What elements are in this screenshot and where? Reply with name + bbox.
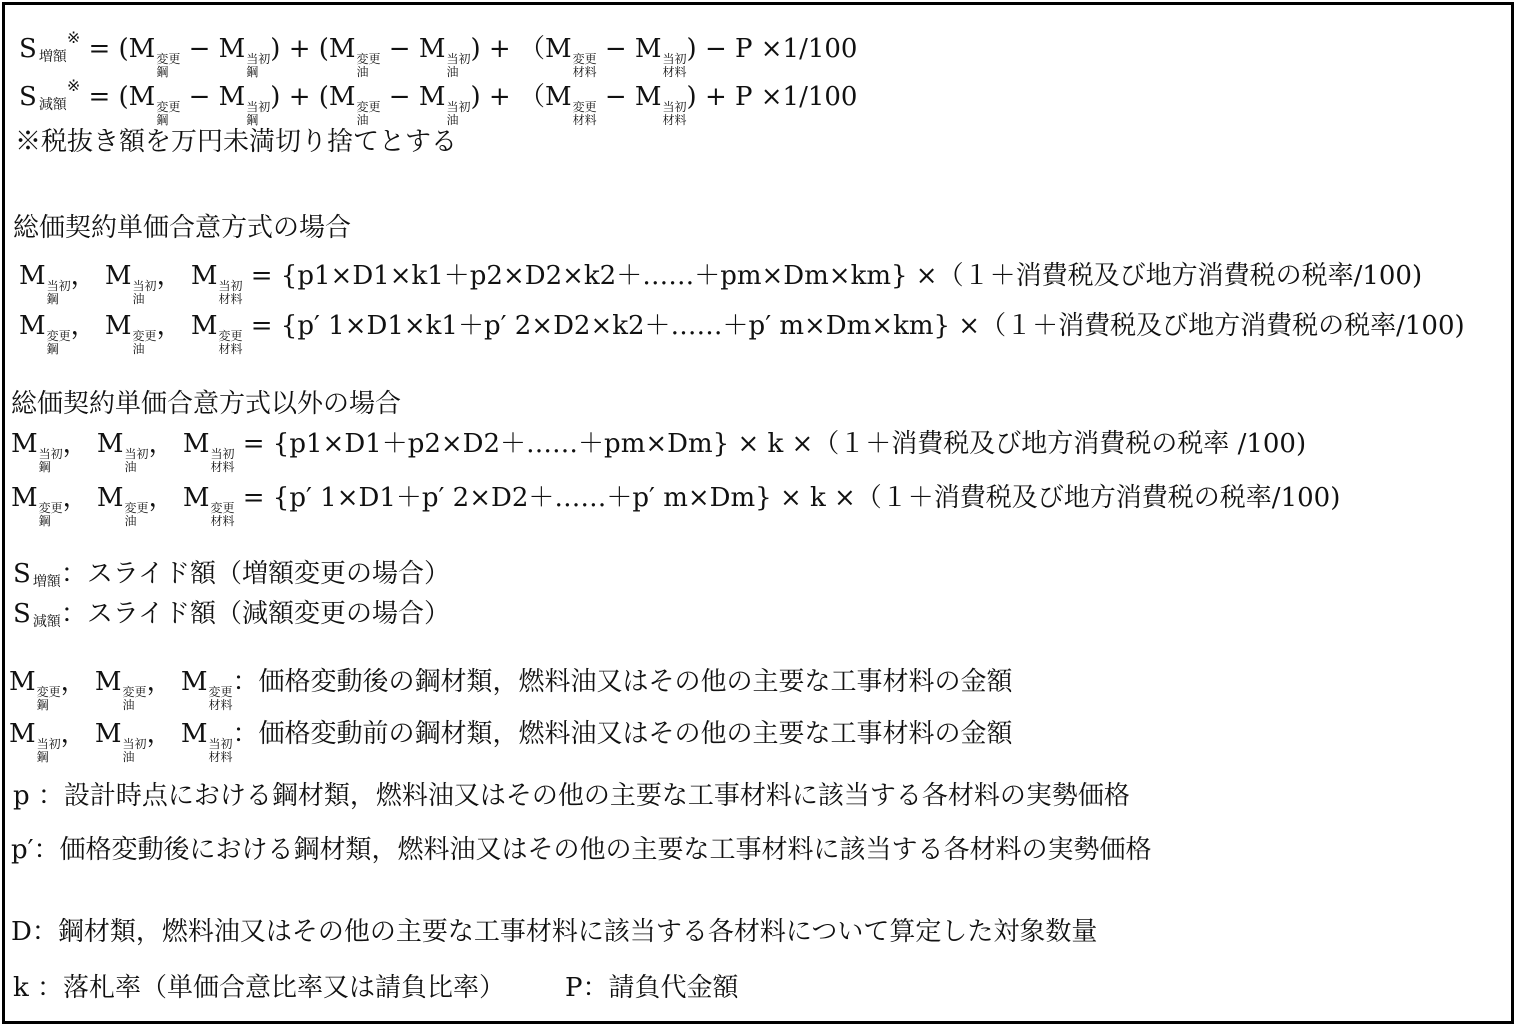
expr-part: − M [596,82,662,112]
expr-part: = (M [80,34,156,64]
s-index: 増額 [38,49,67,65]
m-sub: 当初 油 [122,737,147,764]
expr-part: − M [380,34,446,64]
other-heading: 総価契約単価合意方式以外の場合 [11,389,402,419]
m-sub: 当初 鋼 [38,447,63,474]
m-sub: 当初 材料 [662,52,687,79]
expr-part: − M [180,34,246,64]
m-sub: 当初 材料 [210,447,235,474]
m-sub: 変更 油 [356,100,381,127]
def-m-initial: M 当初 鋼 ， M 当初 油 ， M 当初 材料 ：価格変動前の鋼材類，燃料油又はその他の主要な工事材料の金額 [9,719,1013,764]
note-mark: ※ [66,76,81,95]
expr-part: ) + （M [470,82,572,112]
lump-sum-initial-formula: M 当初 鋼 ， M 当初 油 ， M 当初 材料 = {p1×D1×k1＋p2×D2×k2＋……＋pm×Dm×km} ×（１＋消費税及び地方消費税の税率/100) [19,261,1423,306]
def-s-increase: S増額：スライド額（増額変更の場合） [13,559,451,590]
other-changed-formula: M 変更 鋼 ， M 変更 油 ， M 変更 材料 = {p′ 1×D1＋p′ 2×D2＋……＋p′ m×Dm} × k ×（１＋消費税及び地方消費税の税率/100) [11,483,1341,528]
s-index: 減額 [38,97,67,113]
expr-part: ) + (M [270,82,356,112]
m-sub: 変更 油 [132,329,157,356]
expr-part: − M [380,82,446,112]
formula-rest: = {p′ 1×D1×k1＋p′ 2×D2×k2＋……＋p′ m×Dm×km} ×（１＋消費税及び地方消費税の税率/100) [250,311,1465,341]
m-sub: 変更 鋼 [36,685,61,712]
m-sub: 当初 油 [446,52,471,79]
m-sub: 変更 材料 [210,501,235,528]
expr-part: = (M [80,82,156,112]
expr-part: ) + （M [470,34,572,64]
formula-rest: = {p′ 1×D1＋p′ 2×D2＋……＋p′ m×Dm} × k ×（１＋消費税及び地方消費税の税率/100) [242,483,1341,513]
m-sub: 変更 油 [122,685,147,712]
m-sub: 当初 鋼 [246,100,271,127]
m-sub: 当初 鋼 [246,52,271,79]
m-sub: 変更 油 [356,52,381,79]
def-s-decrease: S減額：スライド額（減額変更の場合） [13,599,451,630]
m-sub: 当初 材料 [208,737,233,764]
def-d: D：鋼材類，燃料油又はその他の主要な工事材料に該当する各材料について算定した対象数量 [11,917,1098,947]
m-sub: 当初 油 [132,279,157,306]
s-symbol: S [19,82,37,112]
expr-part: ) − P ×1/100 [686,34,858,64]
def-k: k ：落札率（単価合意比率又は請負比率） [13,973,506,1003]
m-sub: 当初 油 [124,447,149,474]
m-sub: 当初 鋼 [36,737,61,764]
m-sub: 変更 材料 [208,685,233,712]
tax-note: ※税抜き額を万円未満切り捨てとする [15,127,458,157]
lump-sum-heading: 総価契約単価合意方式の場合 [13,213,352,243]
m-sub: 当初 油 [446,100,471,127]
m-sub: 変更 鋼 [38,501,63,528]
note-mark: ※ [66,28,81,47]
m-sub: 変更 鋼 [156,52,181,79]
m-sub: 変更 材料 [572,52,597,79]
other-initial-formula: M 当初 鋼 ， M 当初 油 ， M 当初 材料 = {p1×D1＋p2×D2＋……＋pm×Dm} × k ×（１＋消費税及び地方消費税の税率 /100) [11,429,1307,474]
m-sub: 変更 鋼 [156,100,181,127]
expr-part: ) + (M [270,34,356,64]
def-m-changed: M 変更 鋼 ， M 変更 油 ， M 変更 材料 ：価格変動後の鋼材類，燃料油又はその他の主要な工事材料の金額 [9,667,1013,712]
expr-part: − M [596,34,662,64]
m-sub: 当初 材料 [662,100,687,127]
m-sub: 変更 材料 [572,100,597,127]
m-sub: 変更 油 [124,501,149,528]
s-decrease-formula [19,69,857,127]
m-sub: 変更 鋼 [46,329,71,356]
formula-rest: = {p1×D1＋p2×D2＋……＋pm×Dm} × k ×（１＋消費税及び地方消費税の税率 /100) [242,429,1307,459]
lump-sum-changed-formula: M 変更 鋼 ， M 変更 油 ， M 変更 材料 = {p′ 1×D1×k1＋p′ 2×D2×k2＋……＋p′ m×Dm×km} ×（１＋消費税及び地方消費税の税率/100) [19,311,1465,356]
formula-rest: = {p1×D1×k1＋p2×D2×k2＋……＋pm×Dm×km} ×（１＋消費税及び地方消費税の税率/100) [250,261,1423,291]
m-sub: 当初 材料 [218,279,243,306]
def-p: p ：設計時点における鋼材類，燃料油又はその他の主要な工事材料に該当する各材料の実勢価格 [13,781,1130,811]
expr-part: − M [180,82,246,112]
def-p-prime: p′：価格変動後における鋼材類，燃料油又はその他の主要な工事材料に該当する各材料の実勢価格 [11,835,1152,865]
m-sub: 変更 材料 [218,329,243,356]
expr-part: ) + P ×1/100 [686,82,858,112]
formula-document [2,2,1514,1024]
m-sub: 当初 鋼 [46,279,71,306]
def-contract-amount: P：請負代金額 [565,973,739,1003]
s-symbol: S [19,34,37,64]
